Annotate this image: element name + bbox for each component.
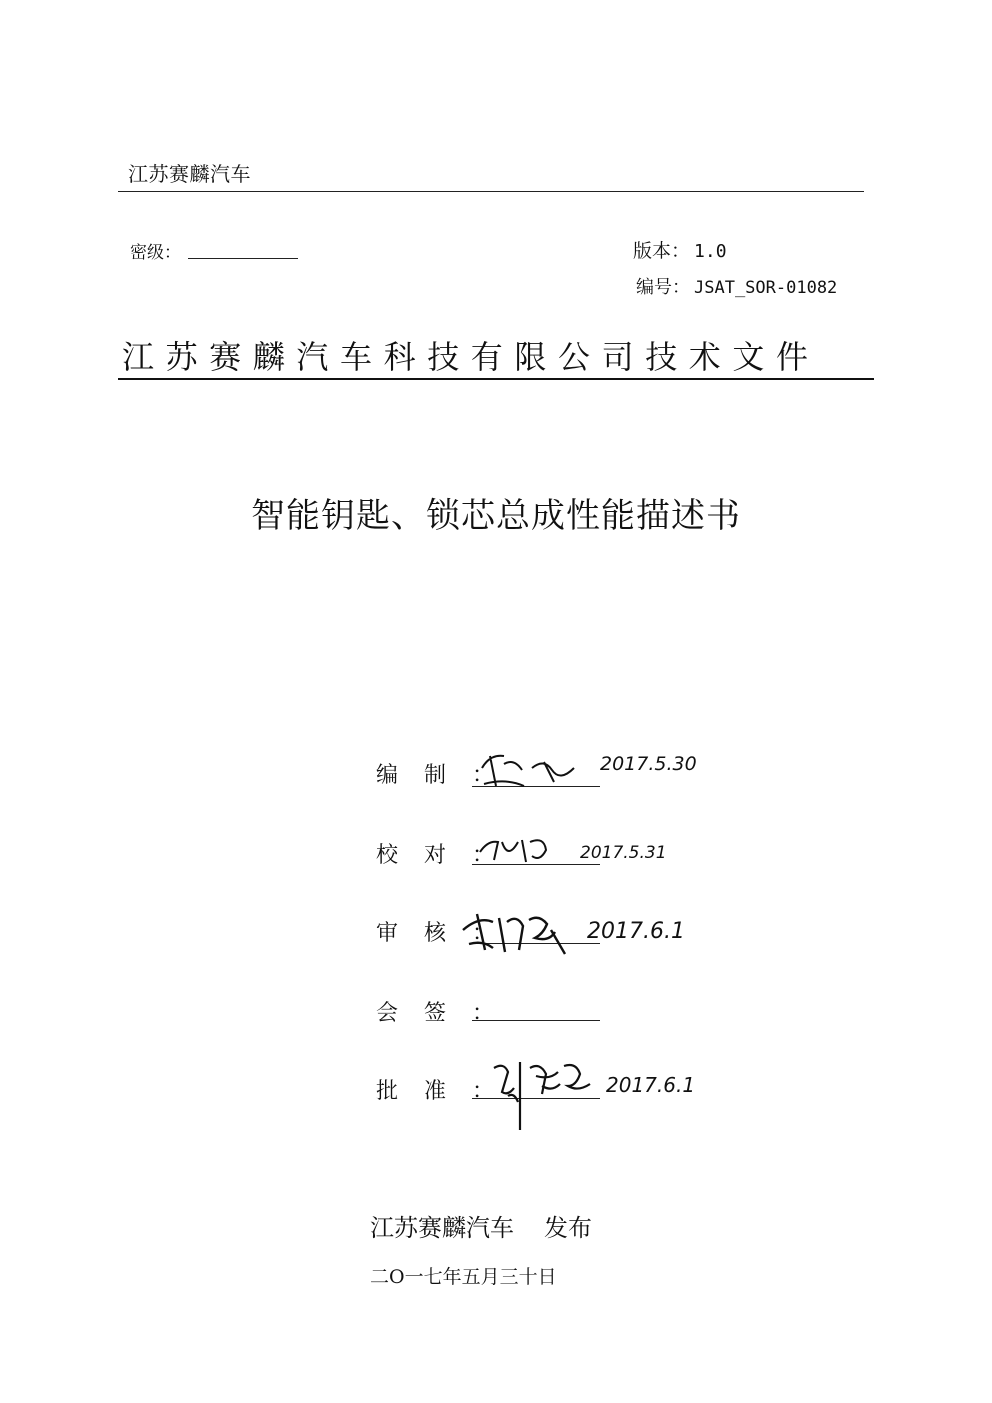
- publisher-line: [370, 1208, 592, 1243]
- version-value: 1.0: [694, 241, 727, 262]
- document-title: 智能钥匙、锁芯总成性能描述书: [251, 496, 741, 536]
- document-number-value: JSAT_SOR-01082: [694, 278, 838, 298]
- company-full-title: 江苏赛麟汽车科技有限公司技术文件: [122, 338, 820, 376]
- sig-label-check: 校对：: [376, 843, 495, 868]
- document-number-field: [636, 273, 837, 299]
- publisher-name: 江苏赛麟汽车: [370, 1214, 514, 1242]
- sig-label-text: 审核: [376, 921, 473, 946]
- publish-date: 二O一七年五月三十日: [370, 1266, 557, 1288]
- publish-word: 发布: [544, 1214, 592, 1242]
- signature-date: 2017.6.1: [587, 919, 685, 944]
- signature-date: 2017.5.31: [580, 843, 667, 863]
- company-header: 江苏赛麟汽车: [128, 162, 251, 186]
- sig-label-countersign: 会签：: [376, 1001, 495, 1026]
- sig-label-text: 批准: [376, 1079, 473, 1104]
- secrecy-label: 密级：: [130, 243, 181, 263]
- title-rule: [118, 378, 874, 380]
- sig-line-countersign: [472, 1020, 600, 1021]
- signature-review: [455, 900, 685, 960]
- secrecy-blank-line: [188, 258, 298, 259]
- document-number-label: 编号：: [636, 277, 690, 298]
- sig-label-text: 校对: [376, 843, 473, 868]
- version-field: [633, 236, 727, 263]
- version-label: 版本：: [633, 240, 691, 262]
- sig-label-text: 会签: [376, 1001, 473, 1026]
- sig-label-review: 审核：: [376, 921, 495, 946]
- signature-approve: [480, 1046, 720, 1132]
- header-rule: [118, 191, 864, 192]
- sig-label-approve: 批准：: [376, 1079, 495, 1104]
- signature-date: 2017.6.1: [606, 1073, 696, 1097]
- signature-compile: [474, 742, 724, 794]
- signature-check: [474, 828, 694, 868]
- sig-label-text: 编制: [376, 763, 473, 788]
- sig-label-compile: 编制：: [376, 763, 495, 788]
- signature-date: 2017.5.30: [600, 753, 697, 775]
